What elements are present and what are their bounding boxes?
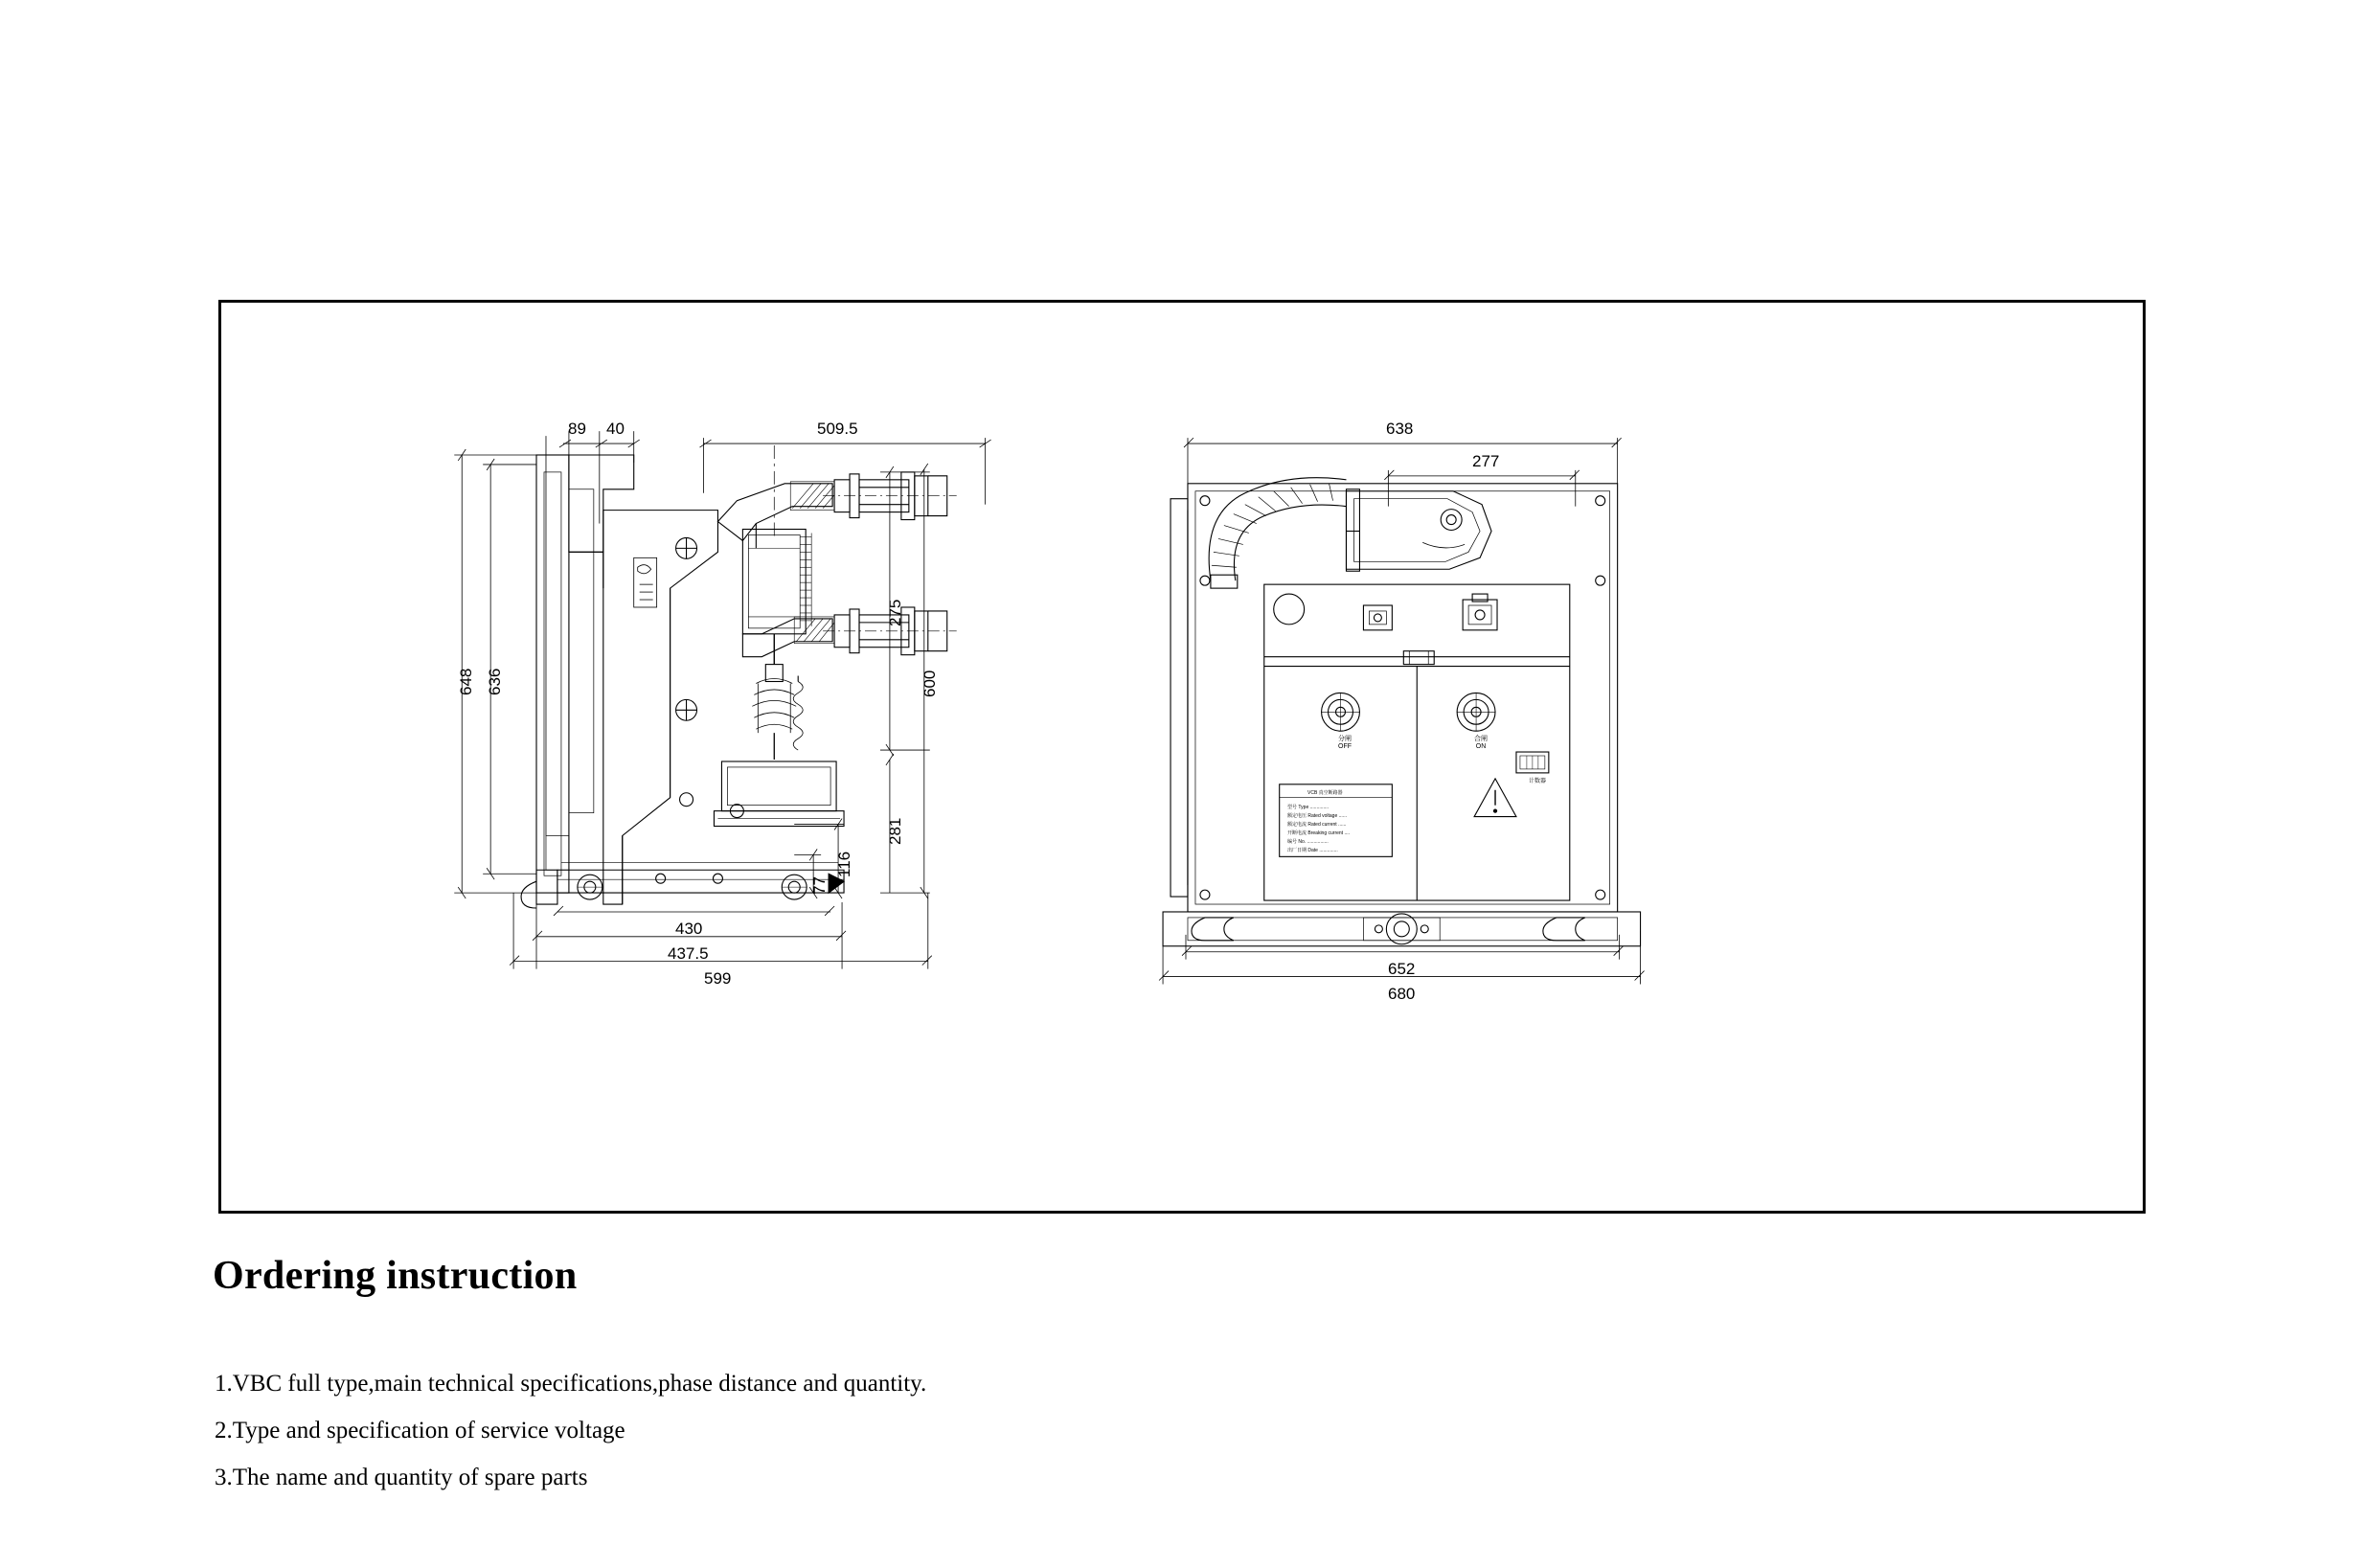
dim-89: 89: [568, 420, 586, 438]
dim-680: 680: [1388, 985, 1416, 1003]
nameplate-title: VCB 真空断路器: [1307, 790, 1343, 796]
dim-636: 636: [486, 668, 504, 695]
nameplate-row-1: 型号 Type ..............: [1287, 805, 1330, 810]
dim-437-5: 437.5: [668, 944, 709, 963]
ordering-item-2: 2.Type and specification of service voltage: [215, 1418, 625, 1443]
ordering-item-3: 3.The name and quantity of spare parts: [215, 1465, 588, 1490]
ordering-item-1: 1.VBC full type,main technical specifications,phase distance and quantity.: [215, 1371, 927, 1397]
off-knob-label: 分闸 OFF: [1338, 736, 1352, 750]
dim-509-5: 509.5: [817, 420, 858, 438]
dim-277: 277: [1472, 452, 1500, 470]
dim-77: 77: [810, 876, 829, 895]
dim-652: 652: [1388, 960, 1416, 978]
nameplate-row-2: 额定电压 Rated voltage ......: [1287, 813, 1347, 819]
drawing-frame: [218, 300, 2146, 1214]
dim-430: 430: [675, 920, 703, 938]
nameplate-row-4: 开断电流 Breaking current ....: [1287, 830, 1351, 836]
dim-599: 599: [704, 969, 732, 988]
dim-40: 40: [606, 420, 625, 438]
on-knob-label: 合闸 ON: [1474, 736, 1488, 750]
nameplate-row-6: 出厂日期 Date ..............: [1287, 848, 1338, 853]
nameplate-row-3: 额定电流 Rated current ......: [1287, 822, 1347, 828]
dim-638: 638: [1386, 420, 1414, 438]
counter-label: 计数器: [1528, 779, 1546, 784]
dim-281: 281: [886, 817, 904, 845]
dim-116: 116: [835, 851, 853, 877]
ordering-instruction-list: [215, 1360, 1556, 1501]
technical-drawing-vector: [221, 303, 2143, 1211]
dim-600: 600: [921, 670, 939, 697]
dim-275: 275: [886, 599, 904, 626]
nameplate-row-5: 编号 No. ................: [1287, 839, 1329, 845]
ordering-instruction-title: Ordering instruction: [213, 1254, 578, 1298]
dim-648: 648: [457, 668, 475, 695]
